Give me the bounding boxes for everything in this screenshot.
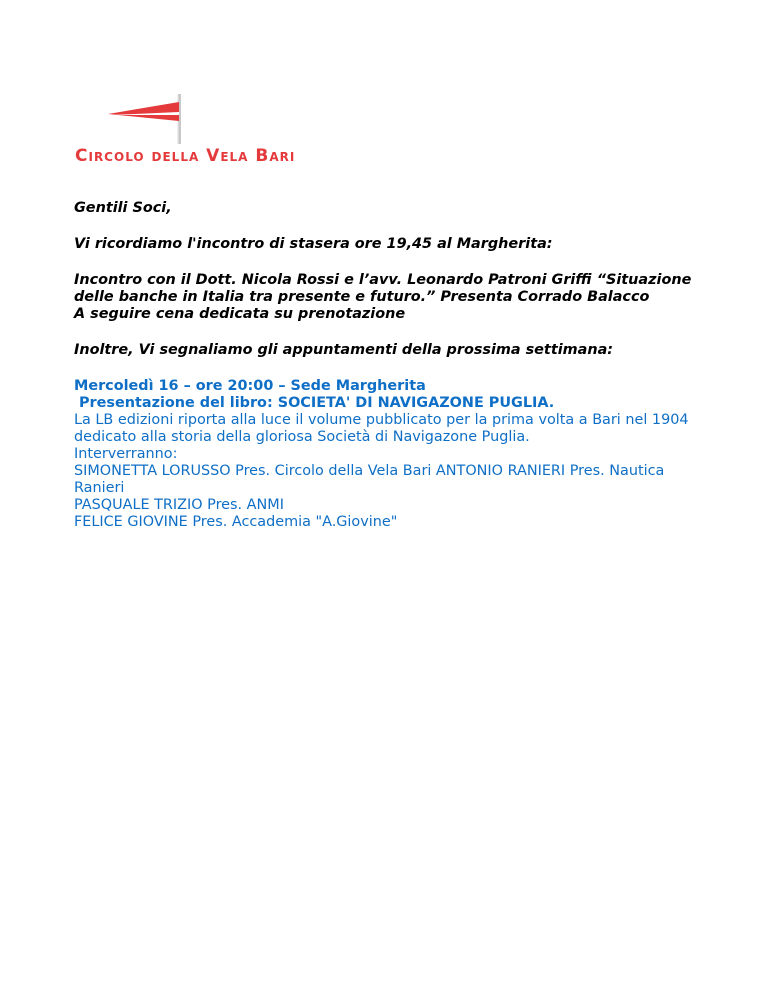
event-title: Presentazione del libro: SOCIETA' DI NAVIGAZONE PUGLIA. — [74, 395, 555, 411]
next-week-intro: Inoltre, Vi segnaliamo gli appuntamenti della prossima settimana: — [74, 342, 614, 358]
greeting: Gentili Soci, — [74, 200, 172, 216]
speaker-line-1: SIMONETTA LORUSSO Pres. Circolo della Vela Bari ANTONIO RANIERI Pres. Nautica — [74, 463, 665, 479]
meeting-line-2: delle banche in Italia tra presente e futuro.” Presenta Corrado Balacco — [74, 289, 650, 305]
meeting-line-3: A seguire cena dedicata su prenotazione — [74, 306, 406, 322]
club-name: Circolo della Vela Bari — [75, 146, 296, 166]
meeting-line-1: Incontro con il Dott. Nicola Rossi e l’avv. Leonardo Patroni Griffi “Situazione — [74, 272, 692, 288]
event-description-1: La LB edizioni riporta alla luce il volume pubblicato per la prima volta a Bari nel 1904 — [74, 412, 689, 428]
speaker-line-2: PASQUALE TRIZIO Pres. ANMI — [74, 497, 284, 513]
speaker-line-1-cont: Ranieri — [74, 480, 125, 496]
speakers-label: Interverranno: — [74, 446, 178, 462]
email-body — [74, 200, 714, 531]
club-logo — [72, 92, 362, 172]
event-date: Mercoledì 16 – ore 20:00 – Sede Margherita — [74, 378, 426, 394]
speaker-line-3: FELICE GIOVINE Pres. Accademia "A.Giovine" — [74, 514, 398, 530]
pennant-flag-icon — [72, 92, 192, 146]
event-description-2: dedicato alla storia della gloriosa Società di Navigazone Puglia. — [74, 429, 530, 445]
reminder-text: Vi ricordiamo l'incontro di stasera ore 19,45 al Margherita: — [74, 236, 553, 252]
